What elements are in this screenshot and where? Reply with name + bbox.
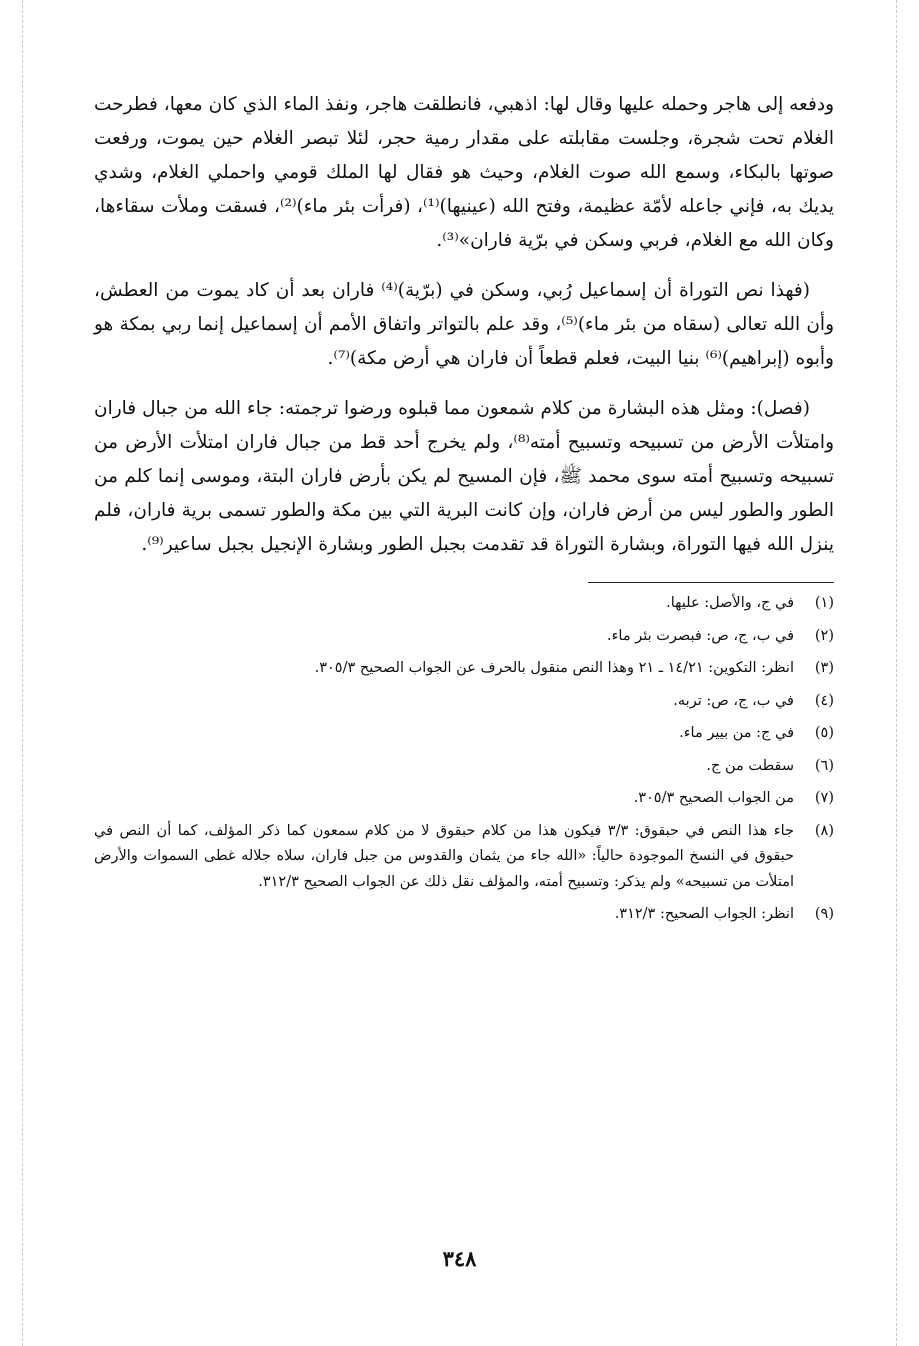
footnote-item xyxy=(94,624,834,650)
footnote-number: (٥) xyxy=(814,725,834,741)
footnote-text: انظر: الجواب الصحيح: ٣١٢/٣. xyxy=(614,906,794,922)
footnote-text: في ب، ج، ص: تربه. xyxy=(673,692,794,709)
footnote-text: في ج، والأصل: عليها. xyxy=(666,595,794,611)
footnote-item xyxy=(94,786,834,812)
footnote-item xyxy=(94,902,834,928)
footnote-number: (٩) xyxy=(814,906,834,922)
page-content xyxy=(94,88,834,935)
footnote-item xyxy=(94,721,834,747)
body-paragraph-1: ودفعه إلى هاجر وحمله عليها وقال لها: اذهبي، فانطلقت هاجر، ونفذ الماء الذي كان معها، فطرحت الغلام تحت شجرة، وجلست مقابلته على مقدار رمية حجر، لئلا تبصر الغلام حين يموت، ورفعت صوتها بالبكاء، وسمع الله صوت الغلام، وحيث هو فقال لها الملك قومي واحملي الغلام، وشدي يديك به، فإني جاعله لأمّة عظيمة، وفتح الله (عينيها)⁽¹⁾، (فرأت بئر ماء)⁽²⁾، فسقت وملأت سقاءها، وكان الله مع الغلام، فربي وسكن في برّية فاران»⁽³⁾. xyxy=(94,94,834,251)
footnote-item xyxy=(94,689,834,715)
footnote-text: في ج: من بيير ماء. xyxy=(679,725,794,741)
body-paragraph-2: (فهذا نص التوراة أن إسماعيل رُبي، وسكن في (برّية)⁽⁴⁾ فاران بعد أن كاد يموت من العطش، وأن الله تعالى (سقاه من بئر ماء)⁽⁵⁾، وقد علم بالتواتر واتفاق الأمم أن إسماعيل إنما ربي بمكة هو وأبوه (إبراهيم)⁽⁶⁾ بنيا البيت، فعلم قطعاً أن فاران هي أرض مكة)⁽⁷⁾. xyxy=(94,280,835,369)
footnote-number: (٦) xyxy=(814,757,834,774)
footnote-text: سقطت من ج. xyxy=(706,757,794,774)
page-number: ٣٤٨ xyxy=(442,1246,477,1271)
footnote-number: (٢) xyxy=(814,627,834,644)
footnote-text: انظر: التكوين: ١٤/٢١ ـ ٢١ وهذا النص منقول بالحرف عن الجواب الصحيح ٣٠٥/٣. xyxy=(314,660,794,676)
footnote-number: (٣) xyxy=(814,660,834,676)
page-edge-right xyxy=(896,0,897,1346)
footnote-item xyxy=(94,656,834,682)
footnote-number: (١) xyxy=(814,595,834,611)
page-edge-left xyxy=(22,0,23,1346)
footnote-text: في ب، ج، ص: فبصرت بئر ماء. xyxy=(606,627,794,644)
footnote-item xyxy=(94,591,834,617)
footnote-number: (٤) xyxy=(814,692,834,709)
footnote-number: (٧) xyxy=(814,790,834,806)
footnote-item xyxy=(94,819,834,896)
footnote-divider xyxy=(588,582,834,583)
footnote-text: من الجواب الصحيح ٣٠٥/٣. xyxy=(633,790,794,806)
footnote-text: جاء هذا النص في حبقوق: ٣/٣ فيكون هذا من كلام حبقوق لا من كلام سمعون كما ذكر المؤلف، كما أن النص في حبقوق في النسخ الموجودة حالياً: «الله جاء من يثمان والقدوس من جبل فاران، سلاه جلاله غطى السموات والأرض امتلأت من تسبيحه» ولم يذكر: وتسبيح أمته، والمؤلف نقل ذلك عن الجواب الصحيح ٣١٢/٣. xyxy=(94,822,794,890)
body-paragraph-3: (فصل): ومثل هذه البشارة من كلام شمعون مما قبلوه ورضوا ترجمته: جاء الله من جبال فاران وامتلأت الأرض من تسبيحه وتسبيح أمته⁽⁸⁾، ولم يخرج أحد قط من جبال فاران امتلأت الأرض من تسبيحه وتسبيح أمته سوى محمد ﷺ، فإن المسيح لم يكن بأرض فاران البتة، وموسى إنما كلم من الطور والطور ليس من أرض فاران، وإن كانت البرية التي بين مكة والطور تسمى برية فاران، فلم ينزل الله فيها التوراة، وبشارة التوراة قد تقدمت بجبل الطور وبشارة الإنجيل بجبل ساعير⁽⁹⁾. xyxy=(94,398,835,555)
footnote-item xyxy=(94,754,834,780)
footnote-number: (٨) xyxy=(814,822,834,839)
footnotes-list xyxy=(94,591,834,928)
